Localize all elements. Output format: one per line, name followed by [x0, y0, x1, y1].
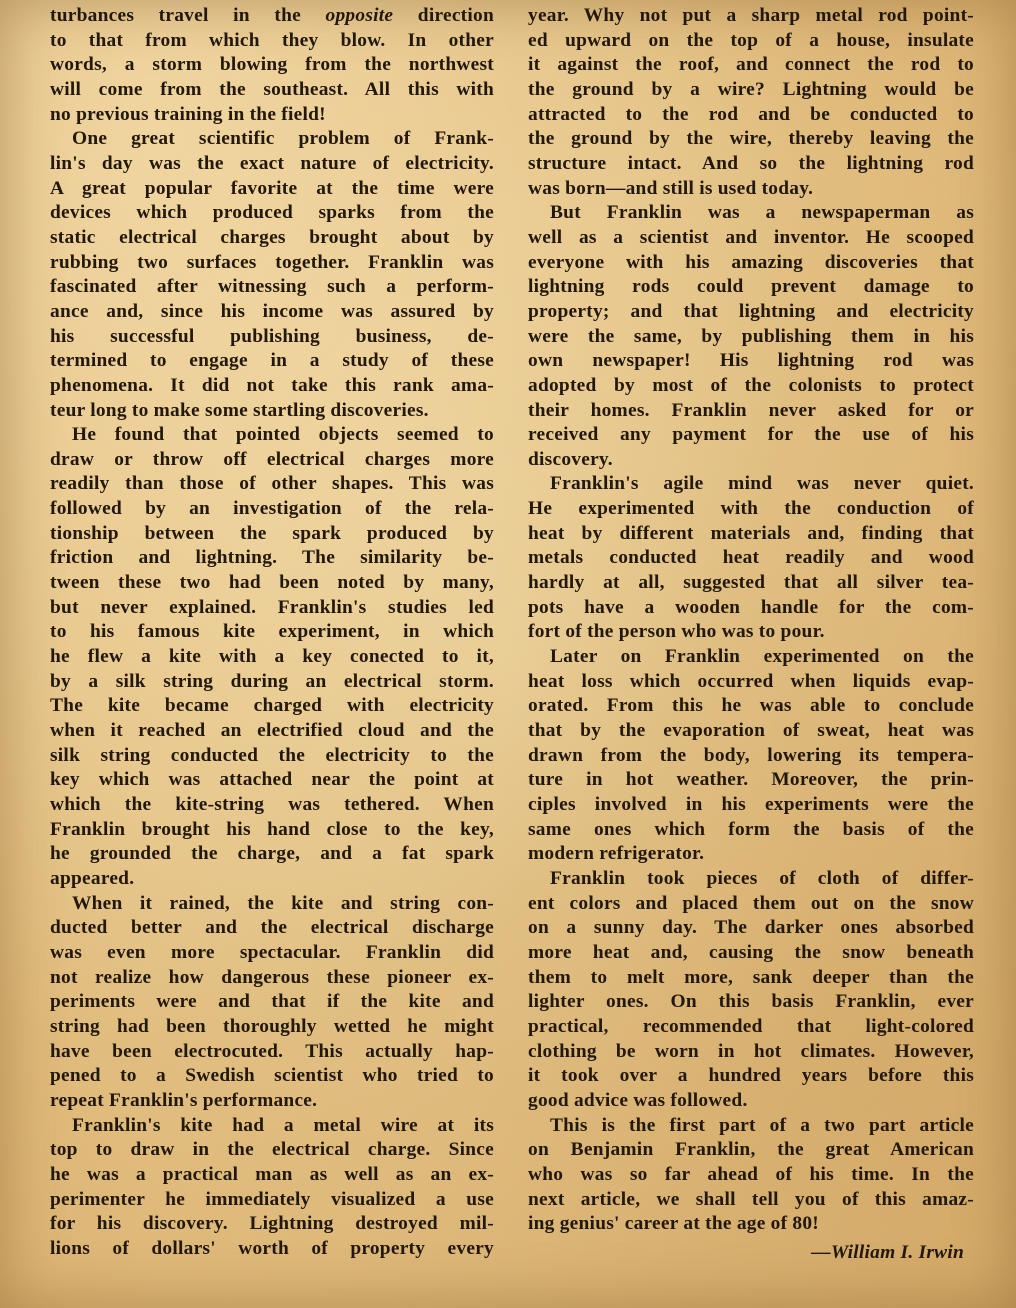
- text-line: One great scientific problem of Frank-: [72, 128, 494, 150]
- text-line: on a sunny day. The darker ones absorbed: [528, 917, 974, 939]
- text-line: string had been thoroughly wetted he might: [50, 1015, 494, 1037]
- left-column: [50, 4, 494, 1261]
- text-line: top to draw in the electrical charge. Since: [50, 1139, 494, 1161]
- text-line: When it rained, the kite and string con-: [72, 892, 494, 914]
- text-line: well as a scientist and inventor. He scooped: [528, 226, 974, 248]
- text-line: practical, recommended that light-colored: [528, 1015, 974, 1037]
- text-line: were the same, by publishing them in his: [528, 325, 974, 347]
- right-column: [528, 4, 974, 1265]
- text-line: not realize how dangerous these pioneer ex-: [50, 966, 494, 988]
- text-line: that by the evaporation of sweat, heat was: [528, 720, 974, 742]
- text-line: lin's day was the exact nature of electricity.: [50, 152, 494, 174]
- text-line: but never explained. Franklin's studies led: [50, 596, 494, 618]
- text-line: lightning rods could prevent damage to: [528, 276, 974, 298]
- text-line: tween these two had been noted by many,: [50, 572, 494, 594]
- text-line: A great popular favorite at the time were: [50, 177, 494, 199]
- text-line: heat loss which occurred when liquids evap-: [528, 670, 974, 692]
- text-line: phenomena. It did not take this rank ama-: [50, 374, 494, 396]
- text-line: the ground by a wire? Lightning would be: [528, 78, 974, 100]
- text-line: was even more spectacular. Franklin did: [50, 941, 494, 963]
- author-signature: —William I. Irwin: [811, 1241, 964, 1263]
- text-line: rubbing two surfaces together. Franklin was: [50, 251, 494, 273]
- text-line: turbances travel in the opposite direction: [50, 5, 495, 26]
- text-line: repeat Franklin's performance.: [50, 1089, 318, 1111]
- text-line: static electrical charges brought about by: [50, 226, 494, 248]
- text-line: appeared.: [50, 867, 135, 889]
- text-line: adopted by most of the colonists to protect: [528, 374, 974, 396]
- text-line: on Benjamin Franklin, the great American: [528, 1139, 974, 1161]
- text-line: it took over a hundred years before this: [528, 1065, 974, 1087]
- text-line: he flew a kite with a key conected to it,: [50, 646, 494, 668]
- text-line: He experimented with the conduction of: [528, 498, 974, 520]
- text-line: received any payment for the use of his: [528, 424, 974, 446]
- text-line: ture in hot weather. Moreover, the prin-: [528, 769, 974, 791]
- text-line: year. Why not put a sharp metal rod point-: [528, 5, 974, 26]
- text-line: when it reached an electrified cloud and the: [50, 720, 494, 742]
- text-line: own newspaper! His lightning rod was: [528, 350, 974, 372]
- text-line: to his famous kite experiment, in which: [50, 621, 494, 643]
- text-line: lions of dollars' worth of property every: [50, 1237, 494, 1259]
- text-line: for his discovery. Lightning destroyed mil-: [50, 1213, 494, 1235]
- text-line: will come from the southeast. All this with: [50, 78, 494, 100]
- text-line: his successful publishing business, de-: [50, 325, 494, 347]
- text-line: Later on Franklin experimented on the: [550, 646, 974, 668]
- text-line: perimenter he immediately visualized a use: [50, 1188, 494, 1210]
- text-line: draw or throw off electrical charges more: [50, 448, 494, 470]
- text-line: it against the roof, and connect the rod to: [528, 54, 974, 76]
- text-line: their homes. Franklin never asked for or: [528, 399, 974, 421]
- text-line: more heat and, causing the snow beneath: [528, 941, 974, 963]
- text-line: The kite became charged with electricity: [50, 695, 494, 717]
- text-line: lighter ones. On this basis Franklin, ever: [528, 991, 974, 1013]
- text-line: tionship between the spark produced by: [50, 522, 494, 544]
- text-line: words, a storm blowing from the northwest: [50, 54, 494, 76]
- text-line: good advice was followed.: [528, 1089, 748, 1111]
- text-line: hardly at all, suggested that all silver tea-: [528, 572, 974, 594]
- text-line: readily than those of other shapes. This was: [50, 473, 494, 495]
- text-line: clothing be worn in hot climates. However,: [528, 1040, 974, 1062]
- text-line: to that from which they blow. In other: [50, 29, 494, 51]
- text-line: ing genius' career at the age of 80!: [528, 1213, 820, 1235]
- text-line: by a silk string during an electrical storm.: [50, 670, 494, 692]
- text-line: no previous training in the field!: [50, 103, 326, 125]
- text-line: them to melt more, sank deeper than the: [528, 966, 974, 988]
- text-line: discovery.: [528, 448, 613, 470]
- text-line: silk string conducted the electricity to the: [50, 744, 494, 766]
- text-line: pots have a wooden handle for the com-: [528, 596, 974, 618]
- text-line: He found that pointed objects seemed to: [72, 424, 494, 446]
- text-line: structure intact. And so the lightning rod: [528, 152, 974, 174]
- text-line: modern refrigerator.: [528, 843, 705, 865]
- text-line: This is the first part of a two part article: [550, 1114, 974, 1136]
- text-line: followed by an investigation of the rela-: [50, 498, 494, 520]
- text-line: friction and lightning. The similarity be-: [50, 547, 494, 569]
- text-line: fort of the person who was to pour.: [528, 621, 825, 643]
- text-line: property; and that lightning and electricity: [528, 300, 974, 322]
- text-line: which the kite-string was tethered. When: [50, 794, 494, 815]
- text-line: fascinated after witnessing such a perform-: [50, 276, 494, 298]
- text-line: same ones which form the basis of the: [528, 818, 974, 840]
- text-line: heat by different materials and, finding that: [528, 522, 974, 544]
- text-line: ent colors and placed them out on the snow: [528, 892, 974, 914]
- text-line: Franklin's kite had a metal wire at its: [72, 1114, 494, 1136]
- text-line: Franklin's agile mind was never quiet.: [550, 473, 974, 495]
- text-line: ciples involved in his experiments were the: [528, 794, 974, 815]
- text-line: the ground by the wire, thereby leaving the: [528, 128, 974, 150]
- text-line: who was so far ahead of his time. In the: [528, 1163, 974, 1185]
- text-line: devices which produced sparks from the: [50, 202, 494, 224]
- text-line: was born—and still is used today.: [528, 177, 814, 199]
- text-line: But Franklin was a newspaperman as: [550, 202, 974, 224]
- text-line: metals conducted heat readily and wood: [528, 547, 974, 569]
- text-line: pened to a Swedish scientist who tried to: [50, 1065, 494, 1087]
- text-line: everyone with his amazing discoveries that: [528, 251, 974, 273]
- text-line: periments were and that if the kite and: [50, 991, 494, 1013]
- text-line: attracted to the rod and be conducted to: [528, 103, 974, 125]
- text-line: he was a practical man as well as an ex-: [50, 1163, 494, 1185]
- text-line: Franklin took pieces of cloth of differ-: [550, 867, 974, 889]
- text-line: ed upward on the top of a house, insulate: [528, 29, 974, 51]
- text-line: termined to engage in a study of these: [50, 350, 494, 372]
- text-line: ducted better and the electrical discharge: [50, 917, 494, 939]
- text-line: next article, we shall tell you of this amaz-: [528, 1188, 974, 1210]
- text-line: key which was attached near the point at: [50, 769, 494, 791]
- text-line: ance and, since his income was assured by: [50, 300, 494, 322]
- text-line: Franklin brought his hand close to the key,: [50, 818, 494, 840]
- text-line: teur long to make some startling discoveries.: [50, 399, 429, 421]
- text-line: drawn from the body, lowering its tempera-: [528, 744, 974, 766]
- text-line: he grounded the charge, and a fat spark: [50, 843, 494, 865]
- text-line: have been electrocuted. This actually hap-: [50, 1040, 494, 1062]
- text-line: orated. From this he was able to conclude: [528, 695, 974, 717]
